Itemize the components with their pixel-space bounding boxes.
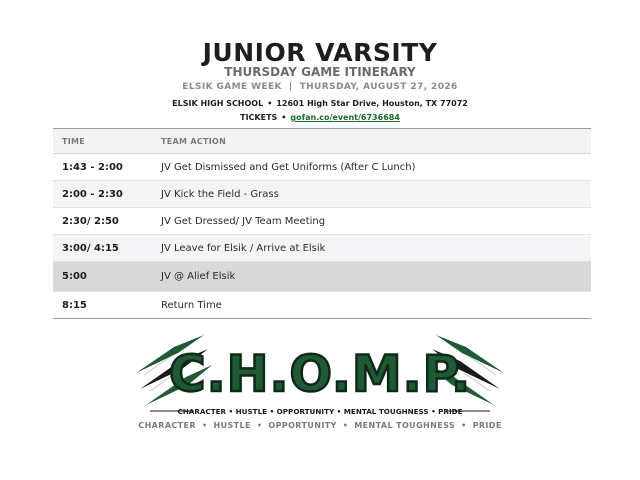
- row-time: 1:43 - 2:00: [62, 161, 123, 173]
- address-line: [0, 99, 640, 109]
- tickets-link[interactable]: gofan.co/event/6736684: [290, 113, 400, 122]
- bullet: •: [461, 421, 467, 430]
- row-time: 2:30/ 2:50: [62, 215, 119, 227]
- column-header-action: TEAM ACTION: [161, 136, 227, 146]
- page-subtitle: THURSDAY GAME ITINERARY: [224, 65, 416, 79]
- column-header-time: TIME: [62, 136, 86, 146]
- value-item: HUSTLE: [213, 421, 251, 430]
- table-header: [53, 128, 591, 154]
- table-row-highlighted: [53, 262, 591, 292]
- table-row: [53, 235, 591, 262]
- logo-tagline: CHARACTER • HUSTLE • OPPORTUNITY • MENTAL TOUGHNESS • PRIDE: [177, 407, 463, 416]
- values-line: [0, 421, 640, 430]
- table-row: [53, 181, 591, 208]
- row-action: JV Kick the Field - Grass: [161, 188, 279, 200]
- value-item: MENTAL TOUGHNESS: [354, 421, 456, 430]
- tickets-label: TICKETS: [240, 113, 278, 122]
- row-action: Return Time: [161, 299, 222, 311]
- value-item: OPPORTUNITY: [268, 421, 337, 430]
- week-line: [0, 82, 640, 93]
- row-action: JV Get Dressed/ JV Team Meeting: [161, 215, 326, 227]
- bullet: •: [342, 421, 349, 430]
- itinerary-table: [53, 128, 591, 319]
- bullet: •: [281, 113, 287, 122]
- game-week: ELSIK GAME WEEK: [182, 82, 282, 92]
- row-time: 5:00: [62, 271, 87, 282]
- row-time: 8:15: [62, 299, 87, 311]
- bullet: •: [256, 421, 263, 430]
- row-action: JV Leave for Elsik / Arrive at Elsik: [161, 242, 326, 254]
- tickets-line: [0, 113, 640, 123]
- header: [0, 38, 640, 123]
- logo-wordmark: C.H.O.M.P.: [168, 345, 472, 403]
- page-title: JUNIOR VARSITY: [202, 38, 438, 67]
- chomp-logo: [134, 327, 506, 419]
- row-time: 2:00 - 2:30: [62, 188, 123, 200]
- week-separator: |: [288, 82, 293, 92]
- row-action: JV Get Dismissed and Get Uniforms (After C Lunch): [161, 161, 416, 173]
- table-row: [53, 154, 591, 181]
- school-name: ELSIK HIGH SCHOOL: [172, 99, 264, 108]
- school-address: 12601 High Star Drive, Houston, TX 77072: [276, 99, 468, 108]
- table-row: [53, 208, 591, 235]
- game-date: THURSDAY, AUGUST 27, 2026: [299, 82, 458, 92]
- value-item: CHARACTER: [138, 421, 196, 430]
- value-item: PRIDE: [472, 421, 502, 430]
- bullet: •: [267, 99, 273, 108]
- bullet: •: [201, 421, 208, 430]
- row-action: JV @ Alief Elsik: [161, 271, 236, 282]
- row-time: 3:00/ 4:15: [62, 242, 119, 254]
- table-row: [53, 292, 591, 319]
